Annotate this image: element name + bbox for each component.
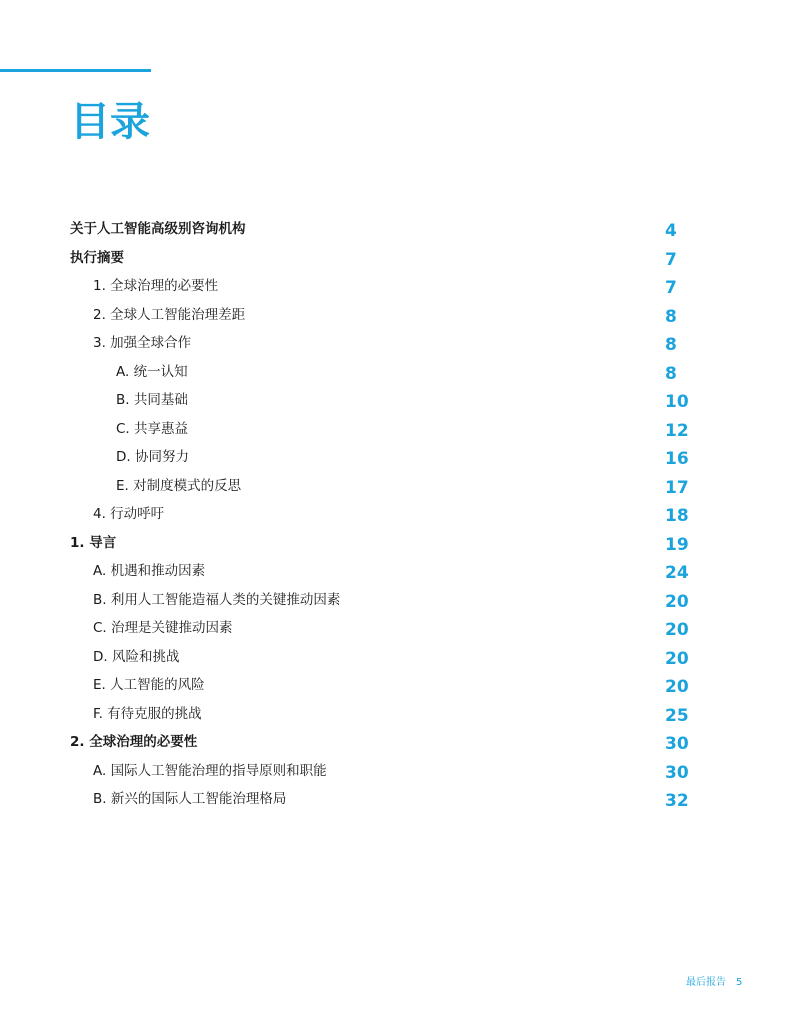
- toc-entry-page-number: 8: [665, 335, 677, 355]
- toc-entry-label: B. 新兴的国际人工智能治理格局: [93, 791, 287, 807]
- toc-entry-page-number: 20: [665, 677, 689, 697]
- toc-entry[interactable]: [0, 528, 791, 557]
- toc-entry-label: 关于人工智能高级别咨询机构: [70, 221, 246, 237]
- toc-entry-label: E. 人工智能的风险: [93, 677, 205, 693]
- toc-entry-page-number: 7: [665, 278, 677, 298]
- toc-entry[interactable]: [0, 784, 791, 813]
- toc-entry-page-number: 4: [665, 221, 677, 241]
- toc-entry[interactable]: [0, 243, 791, 272]
- toc-entry[interactable]: [0, 357, 791, 386]
- toc-entry-page-number: 18: [665, 506, 689, 526]
- toc-entry[interactable]: [0, 414, 791, 443]
- toc-entry[interactable]: [0, 328, 791, 357]
- page-title: 目录: [70, 99, 150, 145]
- toc-entry[interactable]: [0, 300, 791, 329]
- toc-entry[interactable]: [0, 585, 791, 614]
- toc-entry[interactable]: [0, 756, 791, 785]
- toc-entry-label: B. 共同基础: [116, 392, 188, 408]
- toc-entry-page-number: 20: [665, 591, 689, 612]
- toc-entry[interactable]: [0, 271, 791, 300]
- toc-entry-label: E. 对制度模式的反思: [116, 477, 242, 494]
- toc-entry-page-number: 25: [665, 705, 689, 726]
- toc-entry-label: 2. 全球人工智能治理差距: [93, 306, 246, 323]
- toc-entry-label: A. 机遇和推动因素: [93, 563, 206, 579]
- toc-entry[interactable]: [0, 385, 791, 414]
- toc-entry-label: 1. 全球治理的必要性: [93, 278, 219, 294]
- toc-entry[interactable]: [0, 613, 791, 642]
- toc-entry[interactable]: [0, 214, 791, 243]
- toc-entry-label: C. 共享惠益: [116, 420, 189, 437]
- toc-entry-page-number: 17: [665, 477, 689, 498]
- toc-entry-page-number: 8: [665, 363, 677, 384]
- toc-entry[interactable]: [0, 499, 791, 528]
- toc-entry-page-number: 7: [665, 249, 677, 270]
- toc-entry-label: 3. 加强全球合作: [93, 335, 192, 351]
- footer-label: 最后报告: [686, 977, 726, 988]
- toc-entry-label: 1. 导言: [70, 534, 117, 551]
- toc-entry[interactable]: [0, 556, 791, 585]
- page-footer: [686, 973, 742, 988]
- toc-entry-label: A. 国际人工智能治理的指导原则和职能: [93, 762, 327, 779]
- toc-entry-page-number: 10: [665, 392, 689, 412]
- toc-entry[interactable]: [0, 471, 791, 500]
- toc-entry-page-number: 30: [665, 734, 689, 754]
- toc-entry[interactable]: [0, 699, 791, 728]
- toc-entry-label: 2. 全球治理的必要性: [70, 734, 198, 750]
- toc-entry-label: F. 有待克服的挑战: [93, 705, 202, 722]
- toc-entry-label: 4. 行动呼吁: [93, 506, 165, 522]
- toc-entry[interactable]: [0, 727, 791, 756]
- footer-page-number: 5: [736, 977, 743, 988]
- toc-entry-label: D. 风险和挑战: [93, 648, 180, 665]
- toc-entry[interactable]: [0, 442, 791, 471]
- toc-entry-page-number: 8: [665, 306, 677, 327]
- toc-entry-page-number: 30: [665, 762, 689, 783]
- toc-entry-page-number: 16: [665, 449, 689, 469]
- toc-entry[interactable]: [0, 670, 791, 699]
- toc-entry-label: D. 协同努力: [116, 449, 189, 465]
- toc-entry-page-number: 20: [665, 648, 689, 669]
- top-accent-rule: [0, 69, 151, 72]
- table-of-contents: [0, 214, 791, 813]
- toc-entry-label: 执行摘要: [70, 249, 124, 266]
- toc-entry-page-number: 20: [665, 620, 689, 640]
- toc-entry-label: B. 利用人工智能造福人类的关键推动因素: [93, 591, 341, 608]
- toc-entry-page-number: 19: [665, 534, 689, 555]
- toc-entry-page-number: 12: [665, 420, 689, 441]
- toc-entry-page-number: 32: [665, 791, 689, 811]
- toc-entry-label: A. 统一认知: [116, 363, 188, 380]
- toc-entry-label: C. 治理是关键推动因素: [93, 620, 233, 636]
- toc-entry[interactable]: [0, 642, 791, 671]
- toc-entry-page-number: 24: [665, 563, 689, 583]
